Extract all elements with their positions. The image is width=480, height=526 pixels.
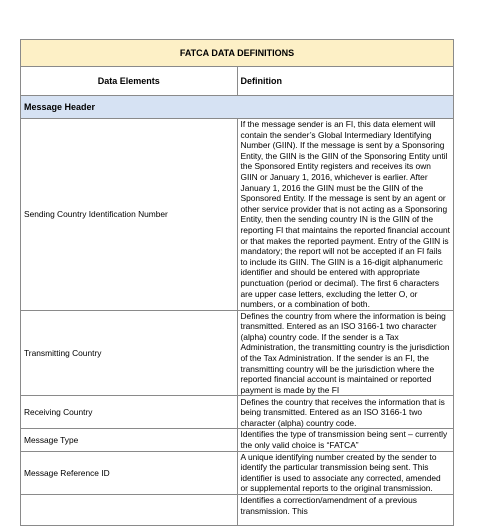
data-element-definition: A unique identifying number created by the sender to identify the particular transmission being sent. This identifier is used to associate any corrected, amended or supplemental reports to the original transmission. bbox=[237, 451, 454, 494]
data-element-definition: Defines the country that receives the information that is being transmitted. Entered as an ISO 3166-1 two character (alpha) country code. bbox=[237, 396, 454, 429]
data-element-definition: If the message sender is an FI, this data element will contain the sender’s Global Intermediary Identifying Number (GIIN). If the message is sent by a Sponsoring Entity, the GIIN is the GIIN of the Sponsoring Entity until the Sponsored Entity registers and receives its own GIIN or January 1, 2016, whichever is earlier. After January 1, 2016 the GIIN must be the GIIN of the Sponsored Entity. If the message is sent by an agent or other service provider that is not acting as a Sponsoring Entity, then the sending country IN is the GIIN of the reporting FI that maintains the reported financial account or that makes the reported payment. Entry of the GIIN is mandatory; the report will not be accepted if an FI fails to include its GIIN. The GIIN is a 16-digit alphanumeric identifier and should be entered with appropriate punctuation (period or decimal). The first 6 characters are upper case letters, excluding the letter O, or numbers, or a combination of both. bbox=[237, 119, 454, 311]
table-row bbox=[21, 451, 454, 494]
table-header-row bbox=[21, 67, 454, 96]
data-element-definition: Identifies the type of transmission being sent – currently the only valid choice is “FATCA” bbox=[237, 429, 454, 451]
data-element-name: Transmitting Country bbox=[21, 310, 238, 396]
section-title: Message Header bbox=[21, 96, 454, 119]
data-element-name: Sending Country Identification Number bbox=[21, 119, 238, 311]
column-header-definition: Definition bbox=[237, 67, 454, 96]
table-row bbox=[21, 119, 454, 311]
table-row bbox=[21, 396, 454, 429]
data-element-name: Message Type bbox=[21, 429, 238, 451]
data-element-name: Message Reference ID bbox=[21, 451, 238, 494]
column-header-data-elements: Data Elements bbox=[21, 67, 238, 96]
table-row bbox=[21, 429, 454, 451]
table-title: FATCA DATA DEFINITIONS bbox=[21, 40, 454, 67]
table-row bbox=[21, 495, 454, 526]
data-element-name: Receiving Country bbox=[21, 396, 238, 429]
table-row bbox=[21, 310, 454, 396]
table-title-row bbox=[21, 40, 454, 67]
data-element-definition: Identifies a correction/amendment of a previous transmission. This bbox=[237, 495, 454, 526]
data-element-definition: Defines the country from where the information is being transmitted. Entered as an ISO 3166-1 two character (alpha) country code. If the sender is a Tax Administration, the transmitting country is the jurisdiction of the Tax Administration. If the sender is an FI, the transmitting country will be the jurisdiction where the reported financial account is maintained or reported payment is made by the FI bbox=[237, 310, 454, 396]
section-header-row bbox=[21, 96, 454, 119]
fatca-definitions-table bbox=[20, 39, 454, 526]
data-element-name bbox=[21, 495, 238, 526]
